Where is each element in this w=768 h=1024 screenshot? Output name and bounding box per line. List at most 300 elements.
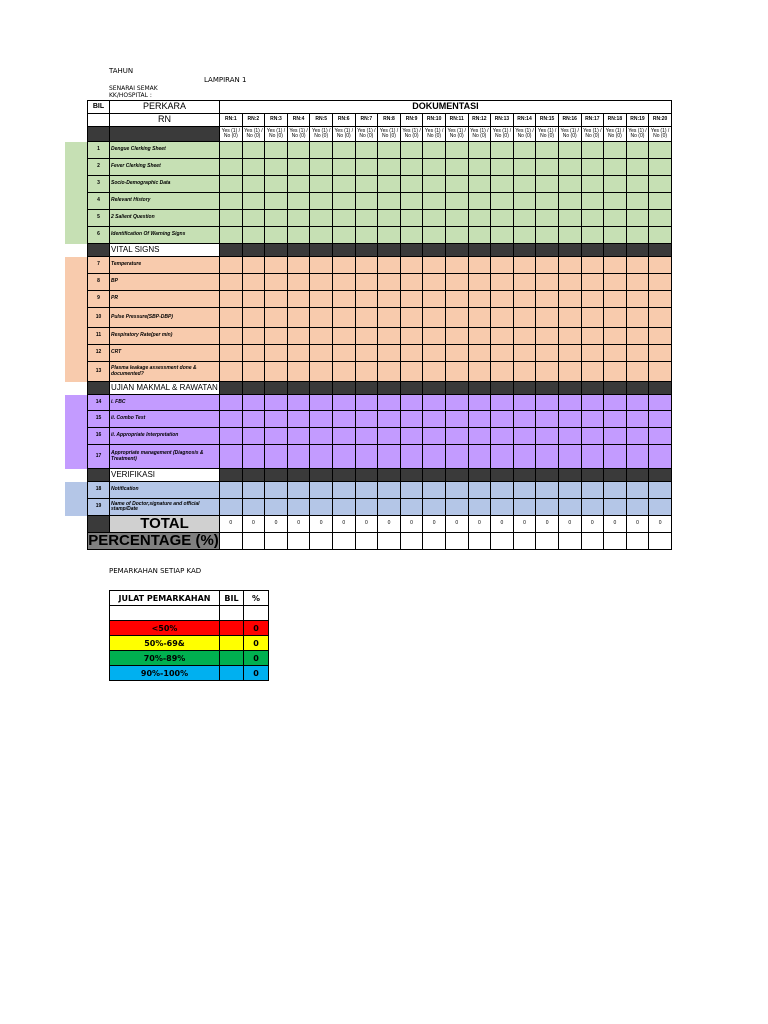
score-cell[interactable] (468, 411, 491, 428)
score-cell[interactable] (423, 274, 446, 291)
score-cell[interactable] (423, 445, 446, 469)
score-cell[interactable] (558, 159, 581, 176)
score-cell[interactable] (445, 345, 468, 362)
score-cell[interactable] (491, 328, 514, 345)
score-cell[interactable] (491, 362, 514, 382)
score-cell[interactable] (310, 257, 333, 274)
score-cell[interactable] (287, 291, 310, 308)
score-cell[interactable] (558, 227, 581, 244)
score-cell[interactable] (220, 362, 243, 382)
score-cell[interactable] (378, 142, 401, 159)
score-cell[interactable] (220, 308, 243, 328)
score-cell[interactable] (423, 345, 446, 362)
score-cell[interactable] (581, 159, 604, 176)
score-cell[interactable] (536, 291, 559, 308)
score-cell[interactable] (491, 159, 514, 176)
score-cell[interactable] (310, 499, 333, 516)
score-cell[interactable] (220, 328, 243, 345)
score-cell[interactable] (468, 428, 491, 445)
score-cell[interactable] (536, 345, 559, 362)
score-cell[interactable] (491, 274, 514, 291)
score-cell[interactable] (491, 227, 514, 244)
score-cell[interactable] (265, 142, 288, 159)
score-cell[interactable] (604, 345, 627, 362)
score-cell[interactable] (604, 176, 627, 193)
score-cell[interactable] (558, 499, 581, 516)
score-cell[interactable] (445, 210, 468, 227)
legend-bil-cell[interactable] (220, 651, 244, 666)
score-cell[interactable] (604, 257, 627, 274)
score-cell[interactable] (287, 142, 310, 159)
score-cell[interactable] (468, 193, 491, 210)
score-cell[interactable] (513, 362, 536, 382)
score-cell[interactable] (242, 345, 265, 362)
score-cell[interactable] (491, 210, 514, 227)
score-cell[interactable] (287, 193, 310, 210)
score-cell[interactable] (604, 411, 627, 428)
score-cell[interactable] (536, 308, 559, 328)
score-cell[interactable] (468, 499, 491, 516)
score-cell[interactable] (468, 274, 491, 291)
score-cell[interactable] (423, 395, 446, 411)
score-cell[interactable] (242, 395, 265, 411)
score-cell[interactable] (220, 428, 243, 445)
legend-bil-cell[interactable] (220, 666, 244, 681)
score-cell[interactable] (378, 411, 401, 428)
score-cell[interactable] (558, 176, 581, 193)
score-cell[interactable] (468, 482, 491, 499)
score-cell[interactable] (378, 159, 401, 176)
score-cell[interactable] (242, 159, 265, 176)
score-cell[interactable] (423, 291, 446, 308)
score-cell[interactable] (378, 308, 401, 328)
score-cell[interactable] (536, 142, 559, 159)
score-cell[interactable] (491, 308, 514, 328)
score-cell[interactable] (649, 257, 672, 274)
score-cell[interactable] (468, 445, 491, 469)
score-cell[interactable] (310, 328, 333, 345)
score-cell[interactable] (287, 227, 310, 244)
score-cell[interactable] (378, 193, 401, 210)
score-cell[interactable] (604, 274, 627, 291)
score-cell[interactable] (220, 291, 243, 308)
score-cell[interactable] (491, 482, 514, 499)
score-cell[interactable] (513, 142, 536, 159)
score-cell[interactable] (332, 227, 355, 244)
score-cell[interactable] (220, 499, 243, 516)
score-cell[interactable] (491, 345, 514, 362)
score-cell[interactable] (626, 193, 649, 210)
score-cell[interactable] (310, 445, 333, 469)
score-cell[interactable] (265, 257, 288, 274)
score-cell[interactable] (332, 274, 355, 291)
score-cell[interactable] (604, 395, 627, 411)
score-cell[interactable] (400, 210, 423, 227)
score-cell[interactable] (287, 345, 310, 362)
score-cell[interactable] (332, 210, 355, 227)
score-cell[interactable] (242, 499, 265, 516)
score-cell[interactable] (400, 291, 423, 308)
score-cell[interactable] (649, 445, 672, 469)
score-cell[interactable] (378, 499, 401, 516)
score-cell[interactable] (513, 159, 536, 176)
score-cell[interactable] (513, 345, 536, 362)
score-cell[interactable] (378, 445, 401, 469)
score-cell[interactable] (649, 345, 672, 362)
score-cell[interactable] (536, 193, 559, 210)
score-cell[interactable] (558, 257, 581, 274)
score-cell[interactable] (536, 362, 559, 382)
score-cell[interactable] (242, 445, 265, 469)
score-cell[interactable] (649, 328, 672, 345)
score-cell[interactable] (649, 428, 672, 445)
score-cell[interactable] (287, 176, 310, 193)
score-cell[interactable] (604, 328, 627, 345)
score-cell[interactable] (445, 482, 468, 499)
score-cell[interactable] (445, 445, 468, 469)
score-cell[interactable] (604, 308, 627, 328)
score-cell[interactable] (242, 482, 265, 499)
score-cell[interactable] (445, 142, 468, 159)
score-cell[interactable] (310, 142, 333, 159)
score-cell[interactable] (220, 257, 243, 274)
score-cell[interactable] (310, 227, 333, 244)
score-cell[interactable] (626, 411, 649, 428)
score-cell[interactable] (265, 308, 288, 328)
score-cell[interactable] (626, 345, 649, 362)
score-cell[interactable] (445, 291, 468, 308)
score-cell[interactable] (378, 274, 401, 291)
score-cell[interactable] (604, 193, 627, 210)
score-cell[interactable] (332, 257, 355, 274)
score-cell[interactable] (423, 159, 446, 176)
score-cell[interactable] (649, 159, 672, 176)
score-cell[interactable] (581, 308, 604, 328)
score-cell[interactable] (468, 395, 491, 411)
score-cell[interactable] (468, 142, 491, 159)
score-cell[interactable] (310, 193, 333, 210)
score-cell[interactable] (287, 362, 310, 382)
score-cell[interactable] (536, 411, 559, 428)
score-cell[interactable] (468, 328, 491, 345)
score-cell[interactable] (287, 499, 310, 516)
score-cell[interactable] (491, 445, 514, 469)
score-cell[interactable] (287, 428, 310, 445)
score-cell[interactable] (400, 411, 423, 428)
score-cell[interactable] (332, 193, 355, 210)
score-cell[interactable] (242, 411, 265, 428)
score-cell[interactable] (423, 499, 446, 516)
score-cell[interactable] (626, 482, 649, 499)
score-cell[interactable] (581, 193, 604, 210)
score-cell[interactable] (626, 328, 649, 345)
score-cell[interactable] (445, 274, 468, 291)
score-cell[interactable] (536, 499, 559, 516)
score-cell[interactable] (423, 142, 446, 159)
score-cell[interactable] (332, 176, 355, 193)
score-cell[interactable] (513, 499, 536, 516)
score-cell[interactable] (626, 308, 649, 328)
score-cell[interactable] (265, 291, 288, 308)
score-cell[interactable] (378, 395, 401, 411)
score-cell[interactable] (536, 159, 559, 176)
score-cell[interactable] (400, 159, 423, 176)
score-cell[interactable] (649, 227, 672, 244)
score-cell[interactable] (310, 482, 333, 499)
score-cell[interactable] (445, 411, 468, 428)
score-cell[interactable] (400, 362, 423, 382)
score-cell[interactable] (649, 176, 672, 193)
score-cell[interactable] (332, 445, 355, 469)
score-cell[interactable] (445, 428, 468, 445)
score-cell[interactable] (310, 176, 333, 193)
score-cell[interactable] (242, 274, 265, 291)
score-cell[interactable] (265, 159, 288, 176)
score-cell[interactable] (423, 362, 446, 382)
score-cell[interactable] (445, 193, 468, 210)
score-cell[interactable] (649, 193, 672, 210)
score-cell[interactable] (445, 227, 468, 244)
score-cell[interactable] (220, 445, 243, 469)
score-cell[interactable] (400, 428, 423, 445)
score-cell[interactable] (355, 159, 378, 176)
score-cell[interactable] (378, 210, 401, 227)
score-cell[interactable] (536, 257, 559, 274)
score-cell[interactable] (265, 193, 288, 210)
score-cell[interactable] (423, 210, 446, 227)
score-cell[interactable] (513, 328, 536, 345)
score-cell[interactable] (423, 411, 446, 428)
score-cell[interactable] (558, 482, 581, 499)
score-cell[interactable] (513, 428, 536, 445)
score-cell[interactable] (445, 328, 468, 345)
score-cell[interactable] (400, 345, 423, 362)
score-cell[interactable] (242, 291, 265, 308)
score-cell[interactable] (558, 210, 581, 227)
score-cell[interactable] (445, 362, 468, 382)
score-cell[interactable] (220, 274, 243, 291)
score-cell[interactable] (332, 159, 355, 176)
score-cell[interactable] (310, 428, 333, 445)
score-cell[interactable] (378, 328, 401, 345)
score-cell[interactable] (558, 142, 581, 159)
score-cell[interactable] (649, 308, 672, 328)
score-cell[interactable] (220, 482, 243, 499)
score-cell[interactable] (220, 176, 243, 193)
score-cell[interactable] (287, 445, 310, 469)
score-cell[interactable] (355, 176, 378, 193)
score-cell[interactable] (491, 499, 514, 516)
score-cell[interactable] (355, 291, 378, 308)
score-cell[interactable] (491, 176, 514, 193)
score-cell[interactable] (378, 176, 401, 193)
score-cell[interactable] (604, 210, 627, 227)
score-cell[interactable] (604, 142, 627, 159)
score-cell[interactable] (626, 257, 649, 274)
score-cell[interactable] (423, 227, 446, 244)
score-cell[interactable] (400, 482, 423, 499)
score-cell[interactable] (378, 345, 401, 362)
score-cell[interactable] (536, 176, 559, 193)
score-cell[interactable] (513, 176, 536, 193)
score-cell[interactable] (604, 428, 627, 445)
score-cell[interactable] (242, 362, 265, 382)
score-cell[interactable] (378, 362, 401, 382)
score-cell[interactable] (242, 176, 265, 193)
score-cell[interactable] (220, 142, 243, 159)
score-cell[interactable] (355, 445, 378, 469)
score-cell[interactable] (558, 345, 581, 362)
score-cell[interactable] (265, 227, 288, 244)
score-cell[interactable] (626, 428, 649, 445)
score-cell[interactable] (536, 210, 559, 227)
score-cell[interactable] (400, 227, 423, 244)
score-cell[interactable] (649, 395, 672, 411)
score-cell[interactable] (332, 308, 355, 328)
score-cell[interactable] (265, 428, 288, 445)
score-cell[interactable] (265, 411, 288, 428)
score-cell[interactable] (355, 362, 378, 382)
score-cell[interactable] (445, 499, 468, 516)
score-cell[interactable] (558, 445, 581, 469)
score-cell[interactable] (220, 395, 243, 411)
score-cell[interactable] (287, 411, 310, 428)
score-cell[interactable] (649, 499, 672, 516)
score-cell[interactable] (581, 142, 604, 159)
score-cell[interactable] (536, 445, 559, 469)
score-cell[interactable] (581, 395, 604, 411)
score-cell[interactable] (332, 328, 355, 345)
score-cell[interactable] (332, 291, 355, 308)
score-cell[interactable] (265, 499, 288, 516)
score-cell[interactable] (581, 482, 604, 499)
score-cell[interactable] (242, 193, 265, 210)
score-cell[interactable] (400, 257, 423, 274)
score-cell[interactable] (581, 362, 604, 382)
score-cell[interactable] (626, 395, 649, 411)
score-cell[interactable] (265, 445, 288, 469)
score-cell[interactable] (355, 482, 378, 499)
score-cell[interactable] (626, 445, 649, 469)
score-cell[interactable] (220, 193, 243, 210)
score-cell[interactable] (400, 274, 423, 291)
score-cell[interactable] (649, 210, 672, 227)
score-cell[interactable] (400, 176, 423, 193)
score-cell[interactable] (400, 395, 423, 411)
score-cell[interactable] (400, 328, 423, 345)
score-cell[interactable] (536, 227, 559, 244)
score-cell[interactable] (604, 482, 627, 499)
score-cell[interactable] (581, 445, 604, 469)
score-cell[interactable] (491, 291, 514, 308)
score-cell[interactable] (558, 362, 581, 382)
score-cell[interactable] (355, 308, 378, 328)
legend-bil-cell[interactable] (220, 621, 244, 636)
score-cell[interactable] (332, 395, 355, 411)
score-cell[interactable] (355, 345, 378, 362)
score-cell[interactable] (445, 395, 468, 411)
score-cell[interactable] (468, 345, 491, 362)
score-cell[interactable] (265, 176, 288, 193)
score-cell[interactable] (604, 291, 627, 308)
score-cell[interactable] (423, 308, 446, 328)
score-cell[interactable] (220, 411, 243, 428)
score-cell[interactable] (332, 482, 355, 499)
score-cell[interactable] (491, 142, 514, 159)
score-cell[interactable] (581, 291, 604, 308)
score-cell[interactable] (626, 291, 649, 308)
score-cell[interactable] (310, 345, 333, 362)
score-cell[interactable] (287, 482, 310, 499)
score-cell[interactable] (604, 445, 627, 469)
score-cell[interactable] (626, 499, 649, 516)
score-cell[interactable] (220, 345, 243, 362)
score-cell[interactable] (649, 411, 672, 428)
score-cell[interactable] (536, 395, 559, 411)
score-cell[interactable] (649, 142, 672, 159)
score-cell[interactable] (242, 308, 265, 328)
score-cell[interactable] (491, 193, 514, 210)
score-cell[interactable] (536, 328, 559, 345)
score-cell[interactable] (242, 328, 265, 345)
score-cell[interactable] (513, 227, 536, 244)
score-cell[interactable] (310, 362, 333, 382)
score-cell[interactable] (581, 345, 604, 362)
score-cell[interactable] (513, 445, 536, 469)
score-cell[interactable] (355, 142, 378, 159)
score-cell[interactable] (626, 159, 649, 176)
score-cell[interactable] (287, 257, 310, 274)
score-cell[interactable] (332, 499, 355, 516)
score-cell[interactable] (287, 328, 310, 345)
score-cell[interactable] (265, 345, 288, 362)
score-cell[interactable] (581, 428, 604, 445)
score-cell[interactable] (355, 193, 378, 210)
score-cell[interactable] (423, 428, 446, 445)
score-cell[interactable] (378, 257, 401, 274)
score-cell[interactable] (513, 274, 536, 291)
score-cell[interactable] (513, 257, 536, 274)
score-cell[interactable] (310, 291, 333, 308)
score-cell[interactable] (581, 411, 604, 428)
legend-bil-cell[interactable] (220, 636, 244, 651)
score-cell[interactable] (558, 274, 581, 291)
score-cell[interactable] (626, 210, 649, 227)
score-cell[interactable] (558, 411, 581, 428)
score-cell[interactable] (378, 291, 401, 308)
score-cell[interactable] (581, 227, 604, 244)
score-cell[interactable] (378, 227, 401, 244)
score-cell[interactable] (400, 445, 423, 469)
score-cell[interactable] (604, 362, 627, 382)
score-cell[interactable] (626, 227, 649, 244)
score-cell[interactable] (513, 411, 536, 428)
score-cell[interactable] (558, 193, 581, 210)
score-cell[interactable] (287, 274, 310, 291)
score-cell[interactable] (468, 291, 491, 308)
score-cell[interactable] (423, 328, 446, 345)
score-cell[interactable] (265, 482, 288, 499)
score-cell[interactable] (400, 308, 423, 328)
score-cell[interactable] (265, 362, 288, 382)
score-cell[interactable] (400, 193, 423, 210)
score-cell[interactable] (491, 428, 514, 445)
score-cell[interactable] (649, 291, 672, 308)
score-cell[interactable] (355, 274, 378, 291)
score-cell[interactable] (604, 227, 627, 244)
score-cell[interactable] (581, 176, 604, 193)
score-cell[interactable] (355, 210, 378, 227)
